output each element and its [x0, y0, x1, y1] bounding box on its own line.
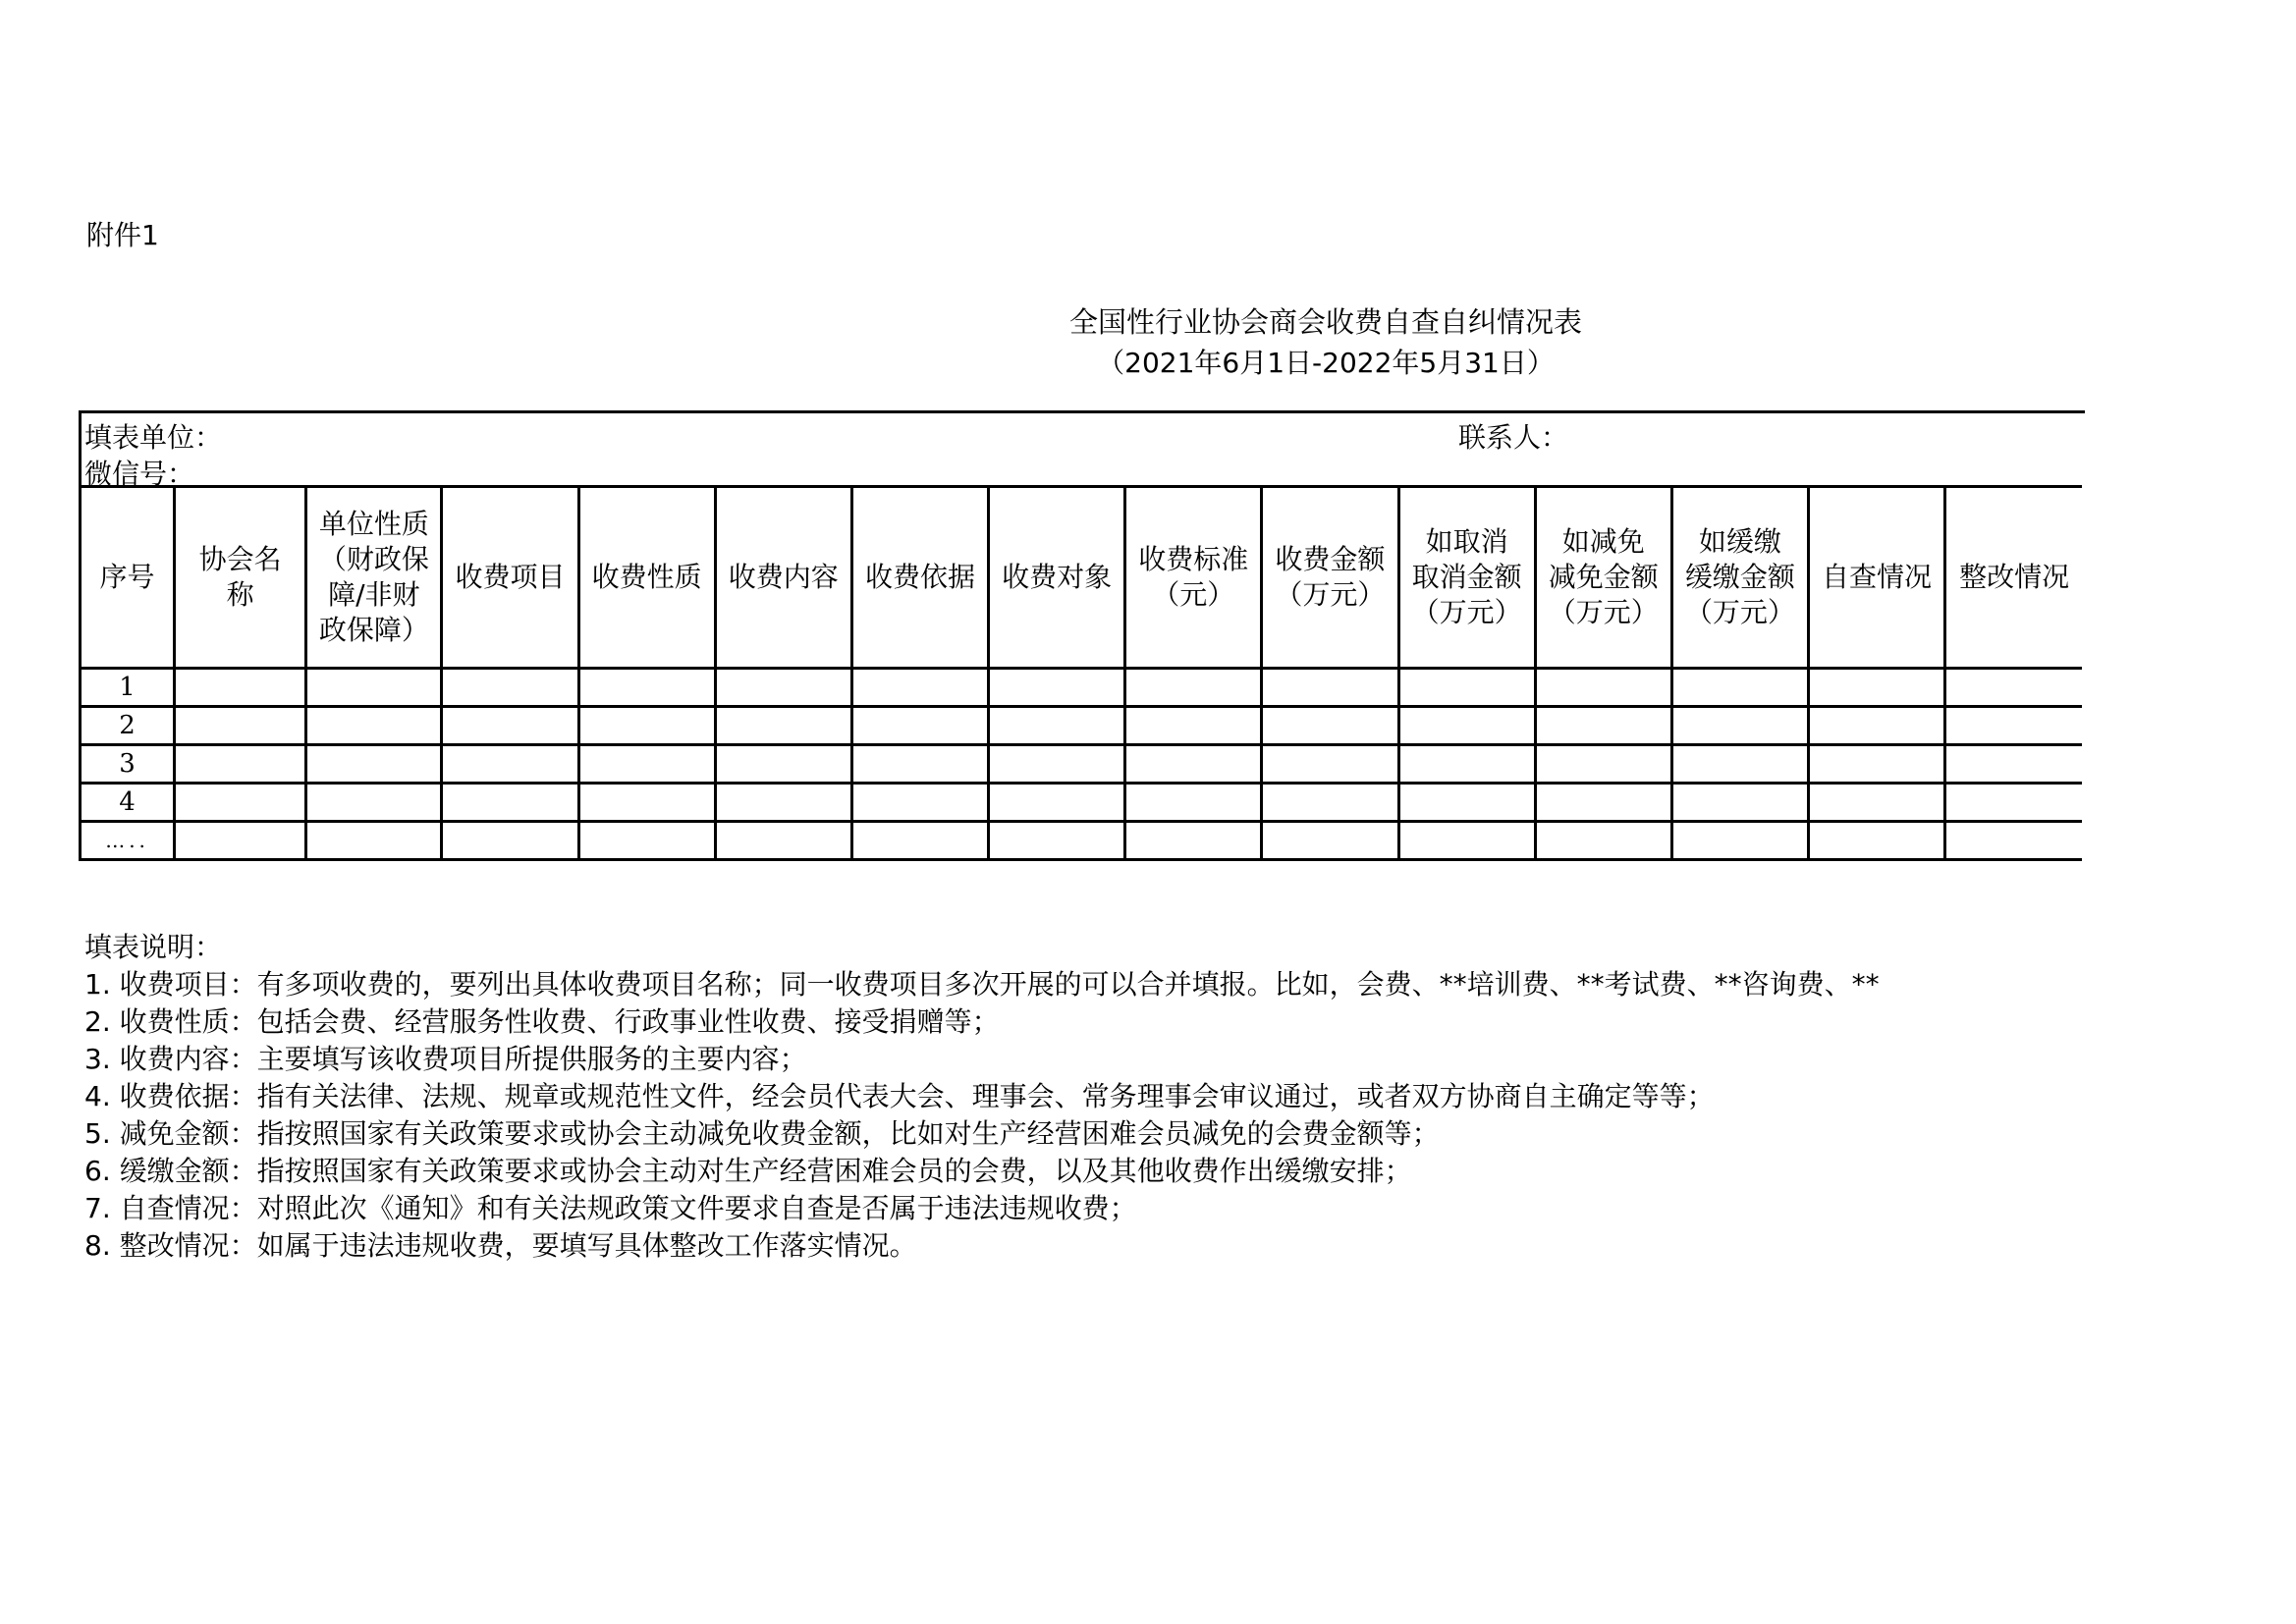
- col-header-fee-amount: 收费金额 （万元）: [1262, 487, 1398, 669]
- fill-unit-label: 填表单位：: [84, 421, 223, 454]
- note-item: 7. 自查情况：对照此次《通知》和有关法规政策文件要求自查是否属于违法违规收费；: [84, 1192, 1137, 1224]
- table-row: [81, 745, 2083, 784]
- col-header-fee-content: 收费内容: [715, 487, 851, 669]
- note-item: 8. 整改情况：如属于违法违规收费，要填写具体整改工作落实情况。: [84, 1229, 917, 1262]
- contact-label: 联系人：: [1458, 421, 1569, 454]
- filling-instructions: [84, 929, 2088, 1265]
- table-row: [81, 822, 2083, 860]
- note-item: 4. 收费依据：指有关法律、法规、规章或规范性文件，经会员代表大会、理事会、常务理事会审议通过，或者双方协商自主确定等等；: [84, 1080, 1715, 1112]
- col-header-reduction-amount: 如减免 减免金额 （万元）: [1535, 487, 1671, 669]
- col-header-association-name: 协会名 称: [175, 487, 306, 669]
- date-range-subtitle: （2021年6月1日-2022年5月31日）: [1097, 347, 1555, 379]
- notes-heading: 填表说明：: [84, 931, 223, 963]
- row-seq-cell: …..: [81, 822, 175, 860]
- col-header-fee-standard: 收费标准 （元）: [1125, 487, 1262, 669]
- note-item: 1. 收费项目：有多项收费的，要列出具体收费项目名称；同一收费项目多次开展的可以合并填报。比如，会费、**培训费、**考试费、**咨询费、**: [84, 968, 1880, 1001]
- col-header-fee-basis: 收费依据: [851, 487, 988, 669]
- col-header-fee-item: 收费项目: [442, 487, 578, 669]
- table-row: [81, 784, 2083, 822]
- note-item: 2. 收费性质：包括会费、经营服务性收费、行政事业性收费、接受捐赠等；: [84, 1005, 1000, 1038]
- col-header-deferral-amount: 如缓缴 缓缴金额 （万元）: [1671, 487, 1808, 669]
- form-info-box: [79, 410, 2085, 488]
- note-item: 3. 收费内容：主要填写该收费项目所提供服务的主要内容；: [84, 1043, 807, 1075]
- row-seq-cell: 1: [81, 669, 175, 707]
- annex-label: 附件1: [86, 219, 159, 251]
- row-seq-cell: 4: [81, 784, 175, 822]
- col-header-rectification: 整改情况: [1945, 487, 2082, 669]
- col-header-fee-nature: 收费性质: [578, 487, 715, 669]
- row-seq-cell: 3: [81, 745, 175, 784]
- note-item: 6. 缓缴金额：指按照国家有关政策要求或协会主动对生产经营困难会员的会费，以及其他收费作出缓缴安排；: [84, 1155, 1412, 1187]
- col-header-self-check: 自查情况: [1808, 487, 1944, 669]
- col-header-cancel-amount: 如取消 取消金额 （万元）: [1398, 487, 1535, 669]
- note-item: 5. 减免金额：指按照国家有关政策要求或协会主动减免收费金额，比如对生产经营困难会员减免的会费金额等；: [84, 1117, 1440, 1150]
- row-seq-cell: 2: [81, 707, 175, 745]
- table-row: [81, 707, 2083, 745]
- col-header-fee-target: 收费对象: [989, 487, 1125, 669]
- col-header-unit-nature: 单位性质 （财政保 障/非财 政保障）: [306, 487, 442, 669]
- fee-self-check-table: [79, 485, 2082, 861]
- table-row: [81, 669, 2083, 707]
- header-row: [81, 487, 2083, 669]
- col-header-seq: 序号: [81, 487, 175, 669]
- page-title: 全国性行业协会商会收费自查自纠情况表: [1068, 305, 1582, 339]
- wechat-label: 微信号：: [84, 458, 195, 490]
